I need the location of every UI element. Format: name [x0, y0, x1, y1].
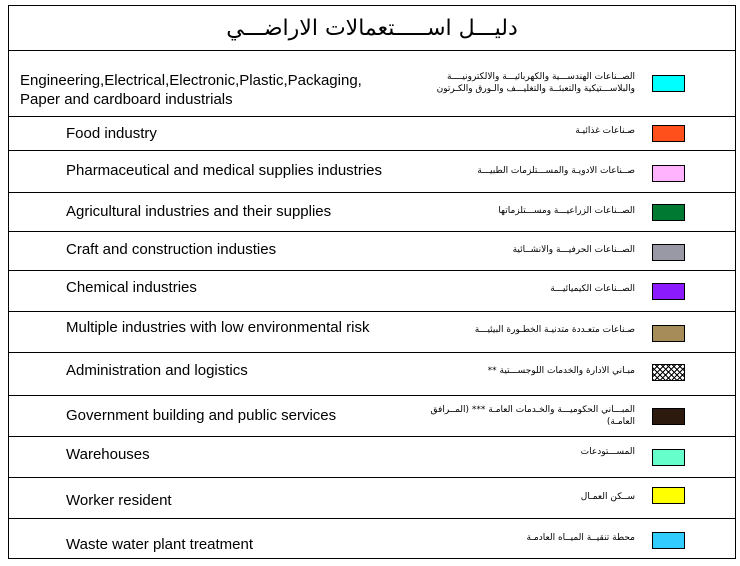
legend-label-en: Food industry — [66, 125, 157, 142]
legend-row — [9, 193, 735, 232]
legend-color-swatch — [652, 325, 685, 342]
legend-label-en: Pharmaceutical and medical supplies industries — [66, 162, 382, 179]
legend-color-swatch — [652, 487, 685, 504]
legend-color-swatch — [652, 125, 685, 142]
legend-row — [9, 353, 735, 396]
legend-title: دليـــل اســـــتعمالات الاراضـــي — [9, 6, 735, 51]
legend-row — [9, 312, 735, 353]
legend-label-en: Administration and logistics — [66, 362, 248, 379]
legend-label-ar: الصــناعات الكيميائيـــة — [550, 284, 635, 294]
legend-row — [9, 396, 735, 437]
legend-label-ar: مبـاني الادارة والخدمات اللوجســـتية ** — [487, 366, 635, 376]
legend-label-ar: محطة تنقيــة الميــاه العادمـة — [526, 533, 635, 543]
legend-row — [9, 478, 735, 519]
legend-color-swatch — [652, 532, 685, 549]
legend-color-swatch — [652, 449, 685, 466]
legend-label-en: Craft and construction industies — [66, 241, 277, 258]
legend-color-swatch — [652, 204, 685, 221]
legend-label-en: Waste water plant treatment — [66, 536, 254, 553]
legend-label-ar: الصــناعات الهندســـية والكهربائيـــة والالكترونيــــة والبلاســـتيكية والتعبئــة والتغليـــف والـورق والكـرتون — [436, 72, 635, 94]
legend-label-en: Engineering,Electrical,Electronic,Plastic,Packaging, Paper and cardboard industrials — [20, 72, 362, 108]
legend-label-ar: الصــناعات الزراعيـــة ومســـتلزماتها — [498, 206, 635, 216]
legend-label-ar: صــناعات الادويـة والمســـتلزمات الطبيـــة — [477, 166, 635, 176]
legend-row — [9, 151, 735, 193]
legend-row — [9, 437, 735, 478]
legend-color-swatch — [652, 165, 685, 182]
legend-label-ar: المســـتودعات — [580, 447, 635, 457]
legend-row — [9, 519, 735, 560]
legend-label-ar: صـناعات غذائيـة — [575, 126, 635, 136]
legend-label-ar: الصــناعات الحرفيـــة والانشــائية — [512, 245, 635, 255]
legend-color-swatch — [652, 75, 685, 92]
legend-label-en: Agricultural industries and their supplies — [66, 203, 332, 220]
legend-color-swatch — [652, 244, 685, 261]
legend-row — [9, 232, 735, 271]
legend-label-en: Government building and public services — [66, 407, 337, 424]
legend-color-swatch — [652, 283, 685, 300]
land-use-legend — [8, 5, 736, 559]
legend-label-en: Multiple industries with low environmental risk — [66, 319, 370, 336]
legend-row — [9, 51, 735, 117]
legend-label-ar: صـناعات متعـددة متدنيـة الخطـورة البيئيـــة — [474, 325, 635, 335]
legend-row — [9, 117, 735, 151]
legend-color-swatch — [652, 364, 685, 381]
legend-label-en: Warehouses — [66, 446, 150, 463]
legend-label-ar: ســكن العمـال — [580, 492, 635, 502]
legend-label-en: Worker resident — [66, 492, 172, 509]
legend-row — [9, 271, 735, 312]
legend-color-swatch — [652, 408, 685, 425]
legend-label-en: Chemical industries — [66, 279, 197, 296]
legend-label-ar: المبـــاني الحكوميـــة والخـدمات العامـة *** (المــرافق العامـة) — [430, 405, 635, 427]
